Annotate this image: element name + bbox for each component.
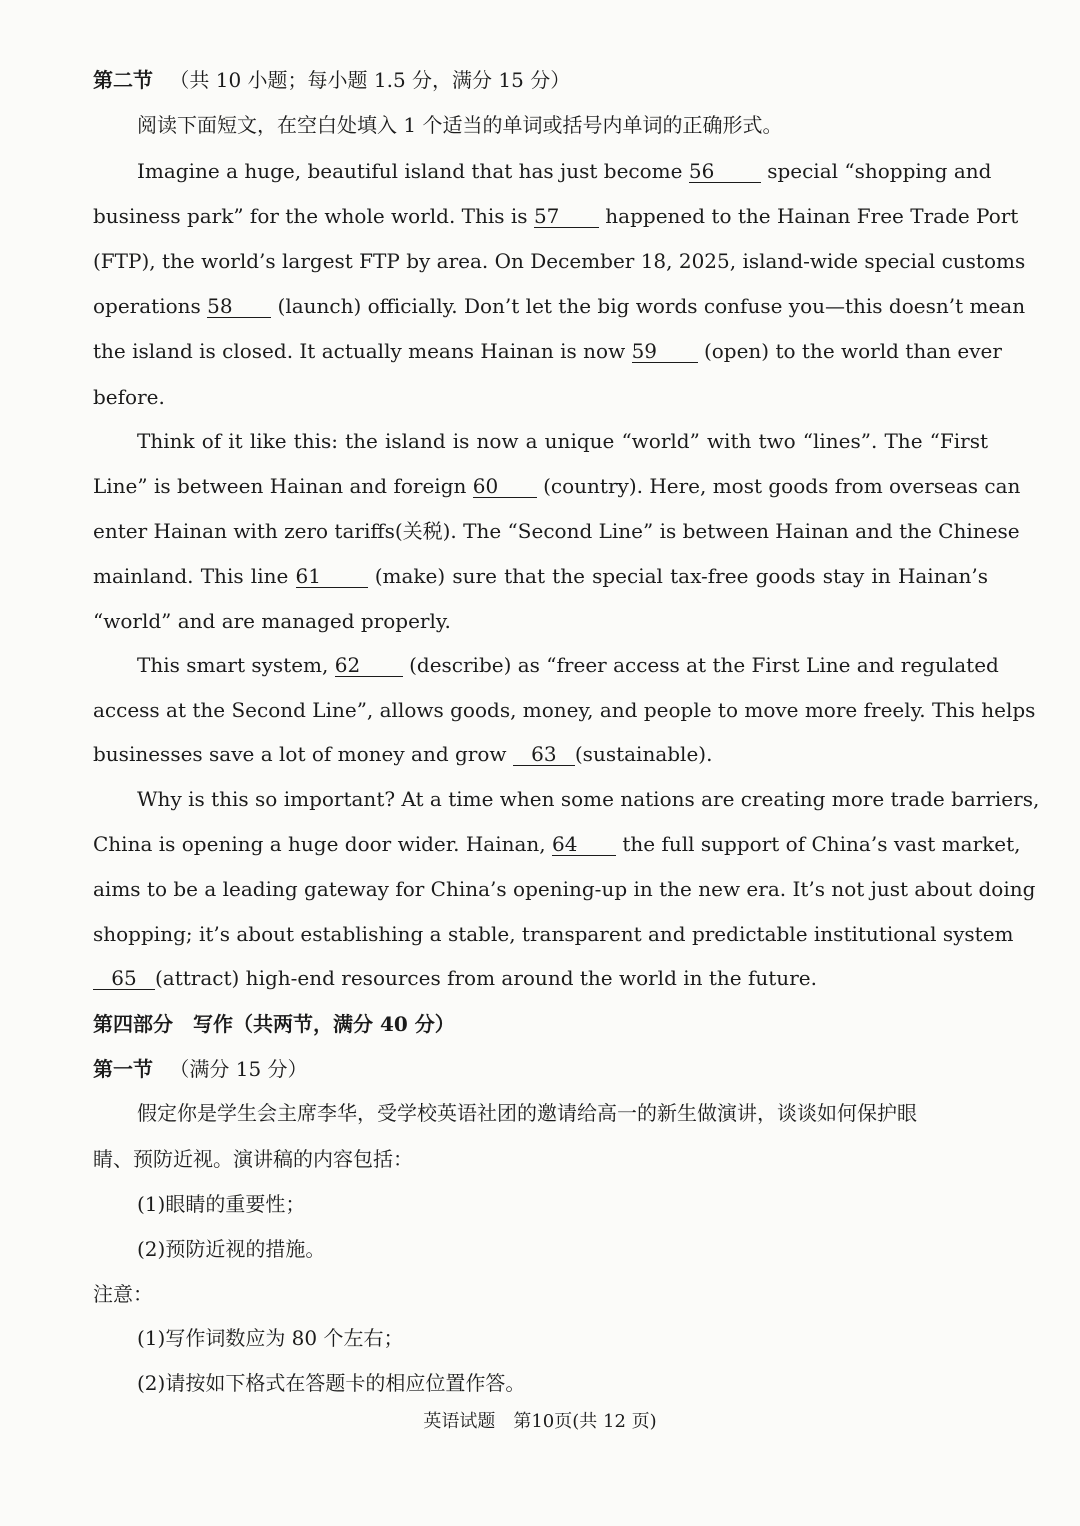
blank-59[interactable]: 59 — [632, 340, 698, 363]
section-title: 第一节 — [93, 1057, 153, 1081]
passage-line: aims to be a leading gateway for China’s opening-up in the new era. It’s not just about doing — [93, 877, 1036, 901]
part-heading: 第四部分 写作（共两节，满分 40 分） — [93, 1012, 455, 1036]
notes-label: 注意： — [93, 1282, 153, 1306]
passage-line: enter Hainan with zero tariffs(关税). The “Second Line” is between Hainan and the Chinese — [93, 519, 1020, 543]
section-heading — [93, 1055, 988, 1083]
passage-line: This smart system, 62 (describe) as “freer access at the First Line and regulated — [137, 653, 999, 677]
passage-line: the island is closed. It actually means Hainan is now 59 (open) to the world than ever — [93, 339, 1002, 363]
section-note: （满分 15 分） — [169, 1057, 308, 1081]
passage-line: access at the Second Line”, allows goods, money, and people to move more freely. This helps — [93, 698, 1036, 722]
blank-62[interactable]: 62 — [335, 654, 403, 677]
note-item: (2)请按如下格式在答题卡的相应位置作答。 — [137, 1371, 526, 1395]
instruction: 阅读下面短文，在空白处填入 1 个适当的单词或括号内单词的正确形式。 — [137, 113, 783, 137]
writing-prompt: 假定你是学生会主席李华，受学校英语社团的邀请给高一的新生做演讲，谈谈如何保护眼 — [137, 1101, 917, 1125]
passage-line: businesses save a lot of money and grow 63 (sustainable). — [93, 742, 713, 766]
passage-line: shopping; it’s about establishing a stable, transparent and predictable institutional system — [93, 922, 1014, 946]
section-title: 第二节 — [93, 68, 153, 92]
passage-line: “world” and are managed properly. — [93, 609, 451, 633]
passage-line: China is opening a huge door wider. Hainan, 64 the full support of China’s vast market, — [93, 832, 1021, 856]
blank-61[interactable]: 61 — [296, 565, 368, 588]
blank-64[interactable]: 64 — [552, 833, 616, 856]
passage-line: (FTP), the world’s largest FTP by area. On December 18, 2025, island-wide special customs — [93, 249, 1026, 273]
prompt-item: (2)预防近视的措施。 — [137, 1237, 326, 1261]
blank-56[interactable]: 56 — [689, 160, 761, 183]
blank-60[interactable]: 60 — [473, 475, 537, 498]
note-item: (1)写作词数应为 80 个左右； — [137, 1326, 404, 1350]
blank-57[interactable]: 57 — [534, 205, 599, 228]
passage-line: Imagine a huge, beautiful island that has just become 56 special “shopping and — [137, 159, 992, 183]
page-footer: 英语试题 第10页(共 12 页) — [423, 1411, 657, 1432]
prompt-item: (1)眼睛的重要性； — [137, 1192, 306, 1216]
blank-65[interactable]: 65 — [93, 967, 155, 990]
section-note: （共 10 小题；每小题 1.5 分，满分 15 分） — [169, 68, 571, 92]
blank-63[interactable]: 63 — [513, 743, 575, 766]
writing-prompt: 睛、预防近视。演讲稿的内容包括： — [93, 1147, 413, 1171]
passage-line: Think of it like this: the island is now a unique “world” with two “lines”. The “First — [137, 429, 988, 453]
passage-line: mainland. This line 61 (make) sure that the special tax-free goods stay in Hainan’s — [93, 564, 989, 588]
passage-line: Why is this so important? At a time when some nations are creating more trade barriers, — [137, 787, 1040, 811]
passage-line: business park” for the whole world. This is 57 happened to the Hainan Free Trade Port — [93, 204, 1019, 228]
passage-line: 65 (attract) high-end resources from around the world in the future. — [93, 964, 988, 992]
section-heading — [93, 66, 988, 94]
passage-line: before. — [93, 385, 165, 409]
passage-line: Line” is between Hainan and foreign 60 (country). Here, most goods from overseas can — [93, 474, 1021, 498]
blank-58[interactable]: 58 — [207, 295, 271, 318]
passage-line: operations 58 (launch) officially. Don’t let the big words confuse you—this doesn’t mean — [93, 294, 1026, 318]
